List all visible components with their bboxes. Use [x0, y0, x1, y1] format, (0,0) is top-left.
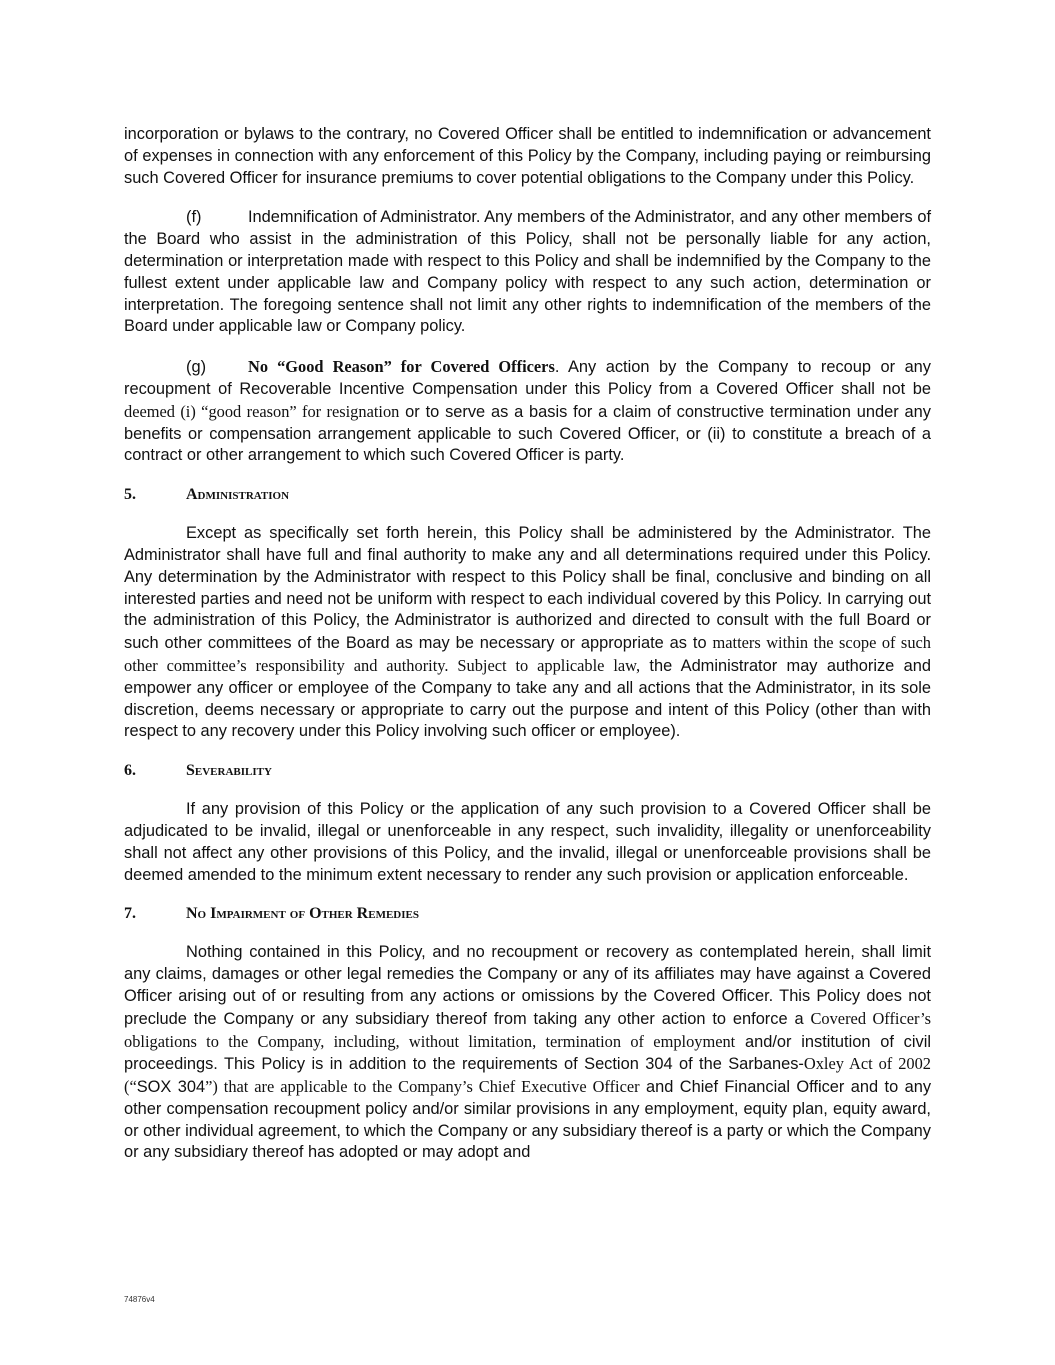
- remedies-text-serif-1: Covered Officer’s obligations to the Company, including, without limitation, termination of employment: [124, 1008, 932, 1051]
- administration-text-serif: matters within the scope of such other committee’s responsibility and authority. Subject to applicable law,: [124, 633, 931, 675]
- section-number-6: 6.: [124, 762, 136, 780]
- remedies-text-1: Nothing contained in this Policy, and no recoupment or recovery as contemplated herein, shall limit any claims, damages or other legal remedies the Company or any of its affiliates may have against a Covered Officer arising out of or resulting from any actions or omissions by the Covered Officer. This Policy does not preclude the Company or any subsidiary thereof from taking any other action to enforce a: [124, 943, 931, 1028]
- remedies-text-serif-3: ”) that are applicable to the Company’s Chief Executive Officer: [205, 1077, 640, 1097]
- footer-doc-id: 74876v4: [124, 1295, 155, 1304]
- administration-text-1: Except as specifically set forth herein, this Policy shall be administered by the Administrator. The Administrator shall have full and final authority to make any and all determinations required under this Policy. Any determination by the Administrator with respect to this Policy shall be final, conclusive and binding on all interested parties and need not be uniform with respect to each individual covered by this Policy. In carrying out the administration of this Policy, the Administrator is authorized and directed to consult with the full Board or such other committees of the Board as may be necessary or appropriate as to: [124, 524, 931, 653]
- paragraph-g-text-1: . Any action by the Company to recoup or any recoupment of Recoverable Incentive Compensation under this Policy from a Covered Officer shall not be: [124, 358, 931, 398]
- remedies-paragraph: [124, 942, 931, 1164]
- administration-paragraph: [124, 523, 931, 743]
- section-heading-severability: [124, 761, 931, 781]
- document-page: [124, 124, 931, 1164]
- administration-text-2: the Administrator may authorize and empower any officer or employee of the Company to take any and all actions that the Administrator, in its sole discretion, deems necessary or appropriate to carry out the purpose and intent of this Policy (other than with respect to any recovery under this Policy involving such officer or employee).: [124, 656, 931, 741]
- paragraph-f: [124, 207, 931, 338]
- remedies-text-3: SOX 304: [136, 1078, 206, 1097]
- section-heading-remedies: [124, 904, 931, 924]
- paragraph-f-text: . Any members of the Administrator, and any other members of the Board who assist in the administration of this Policy, shall not be personally liable for any action, determination or interpretation made with respect to this Policy and shall be indemnified by the Company to the fullest extent under applicable law and Company policy with respect to any such action, determination or interpretation. The foregoing sentence shall not limit any other rights to indemnification of the members of the Board under applicable law or Company policy.: [124, 208, 931, 336]
- paragraph-g-text-serif: deemed (i) “good reason” for resignation: [124, 401, 400, 421]
- paragraph-f-label: (f): [186, 208, 202, 227]
- section-number-5: 5.: [124, 486, 136, 504]
- paragraph-g-heading: No “Good Reason” for Covered Officers: [248, 357, 555, 377]
- continuation-paragraph: incorporation or bylaws to the contrary, no Covered Officer shall be entitled to indemnification or advancement of expenses in connection with any enforcement of this Policy by the Company, including paying or reimbursing such Covered Officer for insurance premiums to cover potential obligations to the Company under this Policy.: [124, 125, 931, 187]
- paragraph-g: [124, 356, 931, 467]
- section-title-remedies: No Impairment of Other Remedies: [186, 905, 419, 923]
- severability-paragraph: If any provision of this Policy or the application of any such provision to a Covered Officer shall be adjudicated to be invalid, illegal or unenforceable in any respect, such invalidity, illegality or unenforceability shall not affect any other provisions of this Policy, and the invalid, illegal or unenforceable provisions shall be deemed amended to the minimum extent necessary to render any such provision or application enforceable.: [124, 800, 931, 884]
- remedies-text-2: and/or institution of civil proceedings. This Policy is in addition to the requirements of Section 304 of the Sarbanes-: [124, 1032, 931, 1074]
- remedies-text-serif-2: Oxley Act of 2002 (“: [124, 1054, 931, 1097]
- paragraph-g-text-2: or to serve as a basis for a claim of constructive termination under any benefits or compensation arrangement applicable to such Covered Officer, or (ii) to constitute a breach of a contract or other arrangement to which such Covered Officer is party.: [124, 402, 931, 465]
- section-number-7: 7.: [124, 905, 136, 923]
- remedies-text-4: and Chief Financial Officer and to any other compensation recoupment policy and/or similar provisions in any employment, equity plan, equity award, or other individual agreement, to which the Company or any subsidiary thereof is a party or which the Company or any subsidiary thereof has adopted or may adopt and: [124, 1078, 932, 1162]
- section-title-severability: Severability: [186, 762, 272, 780]
- section-title-administration: Administration: [186, 486, 290, 504]
- paragraph-f-heading: Indemnification of Administrator: [248, 208, 476, 227]
- paragraph-g-label: (g): [186, 358, 207, 377]
- section-heading-administration: [124, 485, 931, 505]
